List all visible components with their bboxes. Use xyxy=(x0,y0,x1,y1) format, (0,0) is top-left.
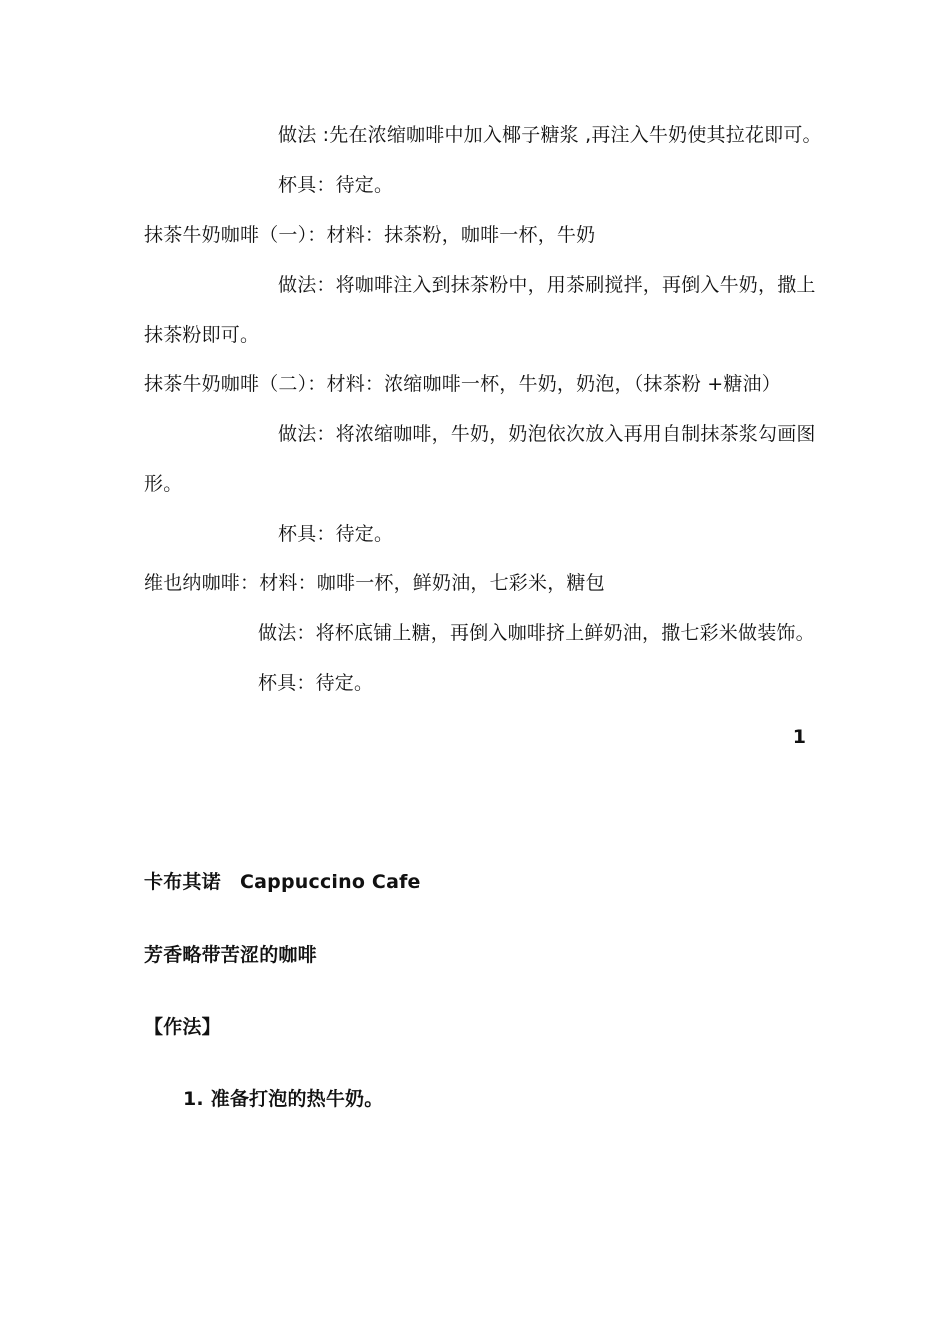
text-line: 形。 xyxy=(144,473,183,495)
section-title: 卡布其诺 Cappuccino Cafe xyxy=(144,871,421,893)
text-line: 做法 :先在浓缩咖啡中加入椰子糖浆 ,再注入牛奶使其拉花即可。 xyxy=(278,124,822,146)
method-heading: 【作法】 xyxy=(144,1016,221,1038)
page-number: 1 xyxy=(792,726,806,748)
step-item: 1. 准备打泡的热牛奶。 xyxy=(183,1088,384,1110)
text-line: 维也纳咖啡：材料：咖啡一杯，鲜奶油，七彩米，糖包 xyxy=(144,572,605,594)
text-line: 抹茶粉即可。 xyxy=(144,324,260,346)
section-subtitle: 芳香略带苦涩的咖啡 xyxy=(144,944,317,966)
text-line: 杯具：待定。 xyxy=(278,174,394,196)
text-line: 杯具：待定。 xyxy=(278,523,394,545)
text-line: 做法：将浓缩咖啡，牛奶，奶泡依次放入再用自制抹茶浆勾画图 xyxy=(278,423,816,445)
text-line: 做法：将咖啡注入到抹茶粉中，用茶刷搅拌，再倒入牛奶，撒上 xyxy=(278,274,816,296)
text-line: 做法：将杯底铺上糖，再倒入咖啡挤上鲜奶油，撒七彩米做装饰。 xyxy=(258,622,815,644)
text-line: 抹茶牛奶咖啡（二）：材料：浓缩咖啡一杯，牛奶，奶泡，（抹茶粉 +糖油） xyxy=(144,373,781,395)
text-line: 杯具：待定。 xyxy=(258,672,374,694)
text-line: 抹茶牛奶咖啡（一）：材料：抹茶粉，咖啡一杯，牛奶 xyxy=(144,224,596,246)
